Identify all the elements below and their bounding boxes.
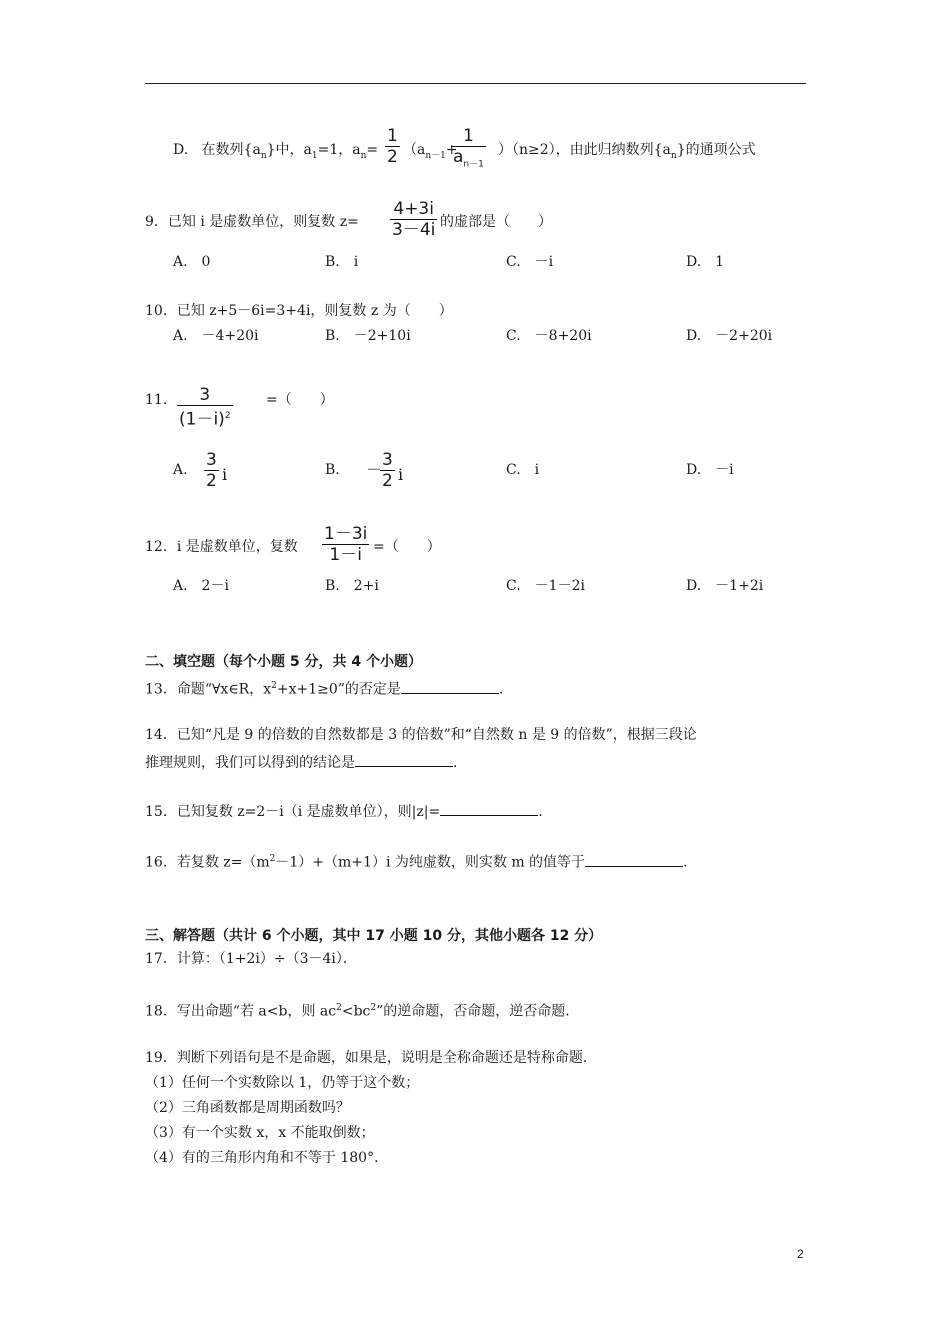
q12-stem: 12．i 是虚数单位，复数	[145, 539, 298, 555]
q10-stem: 10．已知 z+5－6i=3+4i，则复数 z 为（ ）	[145, 303, 453, 319]
q13	[145, 677, 503, 699]
q10-option-b: B. －2+10i	[325, 328, 411, 344]
numerator: 1	[387, 126, 398, 146]
q11-option-b-fraction	[380, 450, 395, 491]
q10-option-d: D. －2+20i	[686, 328, 773, 344]
denominator: 2	[387, 147, 398, 167]
q9-option-b: B. i	[325, 254, 359, 270]
numerator: 1	[451, 126, 486, 147]
q9-option-d: D. 1	[686, 254, 725, 270]
page-number: 2	[797, 1247, 804, 1261]
q12-option-b: B. 2+i	[325, 578, 379, 594]
text: 16．若复数 z=（m	[145, 854, 270, 871]
q8-option-d	[173, 141, 378, 165]
q9-option-c: C. －i	[506, 254, 554, 270]
subscript: n	[360, 150, 367, 161]
answer-blank	[585, 852, 683, 867]
superscript: 2	[269, 854, 276, 864]
subscript: n	[260, 150, 267, 161]
text: .	[498, 681, 504, 698]
subscript: n－1	[463, 159, 484, 170]
subscript: n－1	[425, 150, 446, 161]
denominator	[451, 147, 486, 174]
text: 15．已知复数 z=2－i（i 是虚数单位），则|z|=	[145, 804, 441, 820]
text: =1，a	[317, 142, 361, 158]
q12-option-a: A. 2－i	[173, 578, 229, 594]
section-heading-solutions: 三、解答题（共计 6 个小题，其中 17 小题 10 分，其他小题各 12 分）	[145, 928, 603, 944]
q14-line2	[145, 752, 457, 772]
q19-item-1: （1）任何一个实数除以 1，仍等于这个数；	[145, 1075, 420, 1091]
text: 在数列{a	[201, 142, 261, 158]
answer-blank	[440, 801, 538, 816]
option-label: D.	[173, 142, 189, 158]
text: 13．命题“∀x∈R，x	[145, 681, 272, 698]
fraction-half	[385, 126, 400, 167]
text: （a	[403, 142, 426, 158]
q12-option-d: D. －1+2i	[686, 578, 764, 594]
q17: 17．计算：（1+2i）÷（3－4i）．	[145, 951, 357, 967]
q19-item-3: （3）有一个实数 x，x 不能取倒数；	[145, 1125, 375, 1141]
numerator: 3	[177, 385, 233, 406]
q14-line1: 14．已知“凡是 9 的倍数的自然数都是 3 的倍数”和“自然数 n 是 9 的倍数”，根据三段论	[145, 727, 697, 743]
q15	[145, 801, 543, 821]
q10-option-c: C. －8+20i	[506, 328, 592, 344]
q11-option-c: C. i	[506, 462, 540, 478]
text: 9．已知 i 是虚数单位，则复数 z=	[145, 214, 359, 230]
numerator: 1－3i	[324, 524, 368, 544]
q8-option-d-cont	[403, 141, 458, 165]
q11-option-b-i: i	[398, 465, 404, 484]
q11-tail: =（ ）	[266, 392, 334, 408]
text: 18．写出命题“若 a<b，则 ac	[145, 1003, 337, 1020]
q19-item-4: （4）有的三角形内角和不等于 180°．	[145, 1150, 389, 1166]
denominator: 2	[206, 471, 217, 491]
option-label: B.	[325, 462, 340, 478]
numerator: 3	[382, 450, 393, 470]
subscript: n	[670, 150, 677, 161]
q19-item-2: （2）三角函数都是周期函数吗？	[145, 1100, 350, 1116]
text: ）（n≥2），由此归纳数列{a	[498, 142, 671, 158]
fraction-inverse	[451, 126, 486, 174]
superscript: 2	[336, 1003, 342, 1013]
q12-stem-tail: =（ ）	[373, 539, 441, 555]
numerator: 3	[206, 450, 217, 470]
text: (1－i)	[179, 409, 225, 430]
q11-number: 11．	[145, 392, 177, 408]
q11-option-b	[325, 461, 340, 479]
q11-option-a-fraction	[204, 450, 219, 491]
numerator: 4+3i	[390, 199, 437, 220]
q9-fraction	[390, 199, 437, 240]
q12-option-c: C. －1－2i	[506, 578, 585, 594]
section-heading-fill-in: 二、填空题（每个小题 5 分，共 4 个小题）	[145, 654, 422, 670]
answer-blank	[355, 752, 453, 767]
text: }中，a	[266, 142, 312, 158]
q16	[145, 850, 688, 872]
text: }的通项公式	[676, 142, 756, 158]
q12-fraction	[322, 524, 369, 565]
denominator	[177, 406, 233, 430]
denominator: 3－4i	[392, 220, 436, 240]
text: =	[366, 142, 379, 158]
q8-option-d-tail	[498, 141, 756, 165]
q11-option-b-sign: －	[366, 460, 383, 479]
superscript: 2	[224, 411, 231, 421]
q9-stem-tail: 的虚部是（ ）	[440, 214, 552, 230]
subscript: 1	[311, 150, 318, 161]
q11-option-a	[173, 461, 188, 479]
option-label: A.	[173, 462, 188, 478]
q19-stem: 19．判断下列语句是不是命题，如果是，说明是全称命题还是特称命题．	[145, 1050, 597, 1066]
q11-option-d: D. －i	[686, 462, 734, 478]
q18	[145, 999, 579, 1021]
denominator: 2	[382, 471, 393, 491]
text: a	[453, 147, 464, 167]
text: <bc	[341, 1003, 371, 1020]
text: +x+1≥0”的否定是	[276, 681, 401, 698]
text: －1）+（m+1）i 为纯虚数，则实数 m 的值等于	[275, 854, 586, 871]
text: .	[538, 804, 543, 820]
text: ”的逆命题，否命题，逆否命题．	[376, 1003, 580, 1020]
answer-blank	[401, 679, 499, 694]
denominator: 1－i	[329, 545, 362, 565]
text: +	[445, 142, 458, 158]
text: .	[453, 755, 458, 771]
q11-option-a-i: i	[222, 465, 228, 484]
q10-option-a: A. －4+20i	[173, 328, 259, 344]
q11-fraction	[177, 385, 233, 430]
q9-stem	[145, 213, 359, 231]
superscript: 2	[271, 681, 277, 691]
header-rule	[145, 83, 806, 84]
q9-option-a: A. 0	[173, 254, 211, 270]
text: 推理规则，我们可以得到的结论是	[145, 755, 355, 771]
superscript: 2	[370, 1003, 377, 1013]
text: .	[683, 854, 688, 871]
